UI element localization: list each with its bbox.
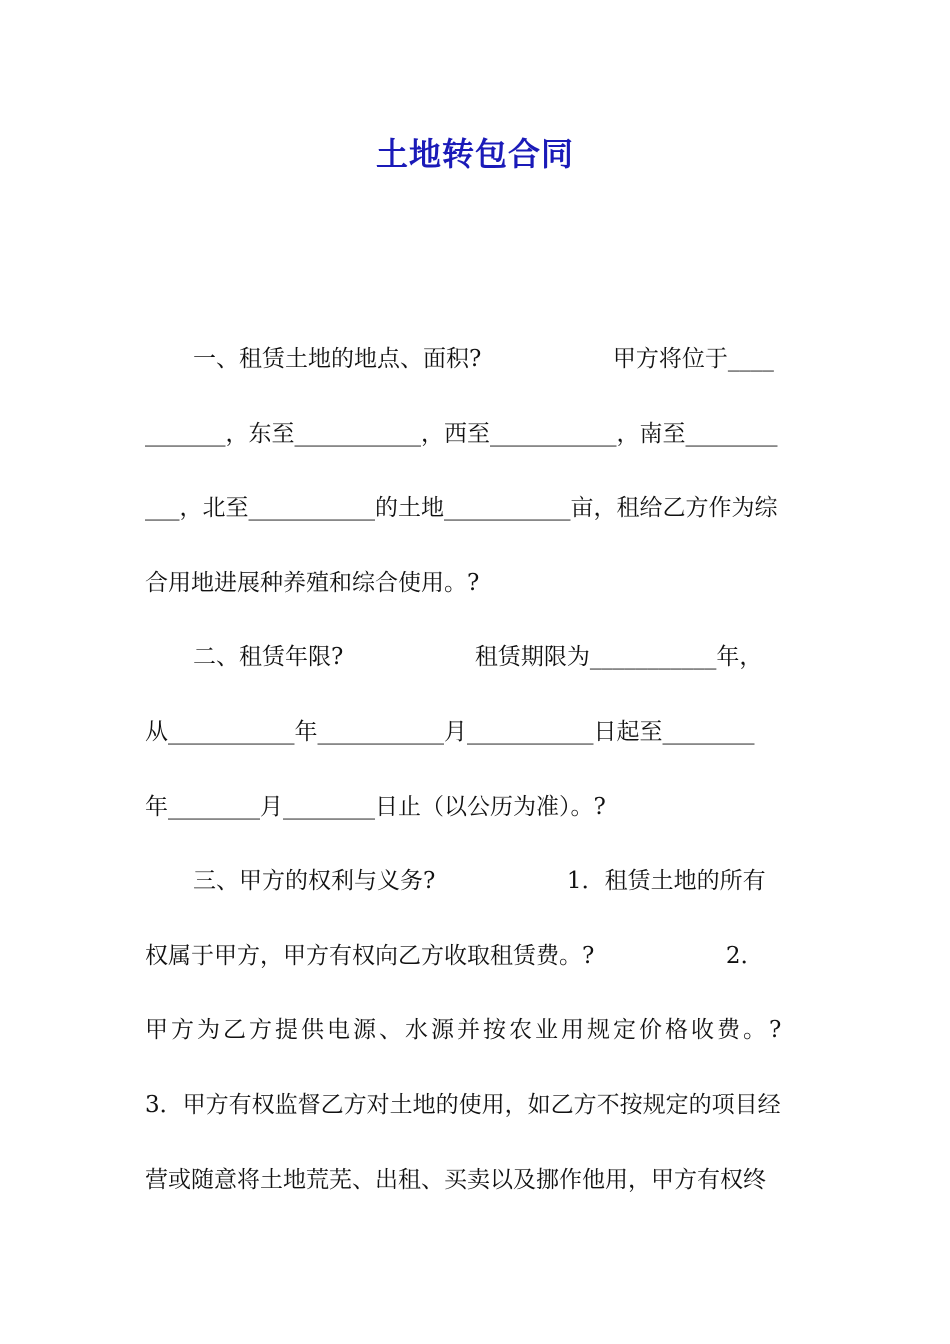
document-body [145,334,807,1229]
text-line: ___，北至___________的土地___________亩，租给乙方作为综 [145,495,778,522]
text-line: 三、甲方的权利与义务? 1．租赁土地的所有 [193,868,766,895]
text-line: 年________月________日止（以公历为准）。? [145,793,606,820]
text-line: 一、租赁土地的地点、面积? 甲方将位于____ [193,346,774,372]
text-line: 3．甲方有权监督乙方对土地的使用，如乙方不按规定的项目经 [145,1091,781,1118]
text-line: 营或随意将土地荒芜、出租、买卖以及挪作他用，甲方有权终 [145,1166,766,1193]
text-line: 二、租赁年限? 租赁期限为___________年， [193,644,763,671]
text-line: 从___________年___________月___________日起至________ [145,718,755,745]
text-line: 合用地进展种养殖和综合使用。? [145,569,480,596]
text-line: 权属于甲方，甲方有权向乙方收取租赁费。? 2． [145,942,764,969]
text-line: _______，东至___________，西至___________，南至________ [145,420,778,447]
text-line: 甲方为乙方提供电源、水源并按农业用规定价格收费。? [145,1017,785,1044]
document-title: 土地转包合同 [375,135,574,173]
